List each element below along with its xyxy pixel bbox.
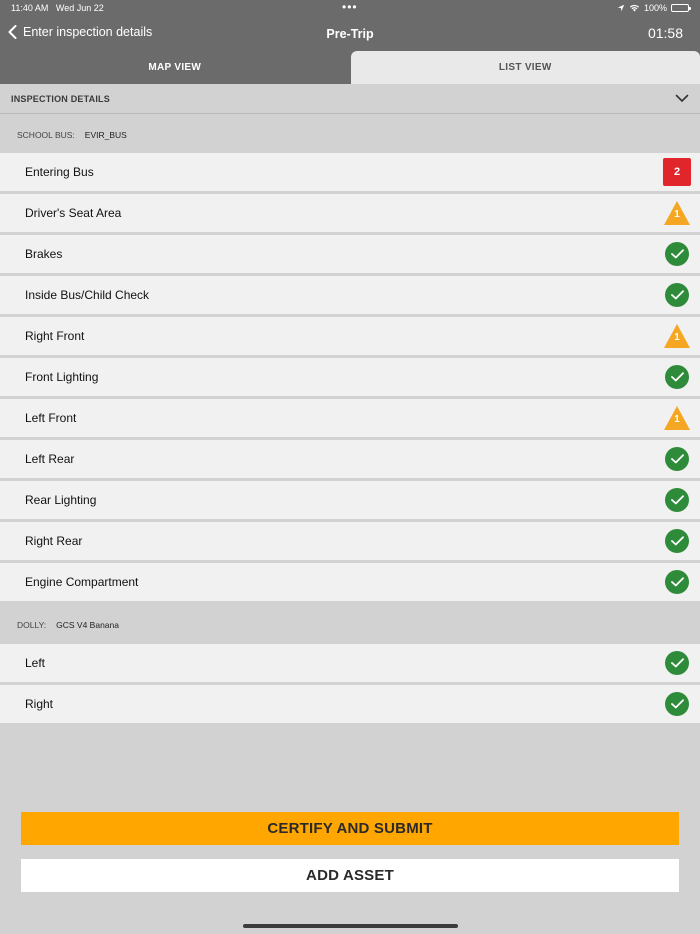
back-button[interactable]: [8, 25, 152, 39]
item-label: Entering Bus: [25, 165, 94, 179]
status-indicator: [663, 568, 691, 596]
check-circle-icon: [665, 447, 689, 471]
section-header-dolly: [0, 605, 700, 645]
item-label: Right Rear: [25, 534, 83, 548]
check-circle-icon: [665, 529, 689, 553]
status-indicator: [663, 445, 691, 473]
status-indicator: [663, 199, 691, 227]
status-right: [617, 3, 689, 13]
status-indicator: [663, 690, 691, 718]
check-circle-icon: [665, 242, 689, 266]
multitask-dots[interactable]: •••: [342, 0, 358, 14]
item-label: Left: [25, 656, 46, 670]
battery-percent: 100%: [643, 3, 667, 13]
check-circle-icon: [665, 365, 689, 389]
item-label: Right Front: [25, 329, 85, 343]
list-item[interactable]: [0, 644, 700, 682]
section-header-school-bus: [0, 115, 700, 155]
status-indicator: [663, 158, 691, 186]
tab-map-view[interactable]: MAP VIEW: [148, 62, 202, 73]
location-icon: [617, 4, 625, 12]
item-label: Brakes: [25, 247, 63, 261]
item-label: Inside Bus/Child Check: [25, 288, 150, 302]
item-label: Driver's Seat Area: [25, 206, 122, 220]
view-tabs: [0, 51, 700, 84]
status-bar: [0, 0, 700, 17]
battery-icon: [671, 4, 689, 12]
item-label: Front Lighting: [25, 370, 99, 384]
item-label: Left Rear: [25, 452, 75, 466]
check-circle-icon: [665, 692, 689, 716]
inspection-details-header[interactable]: [0, 84, 700, 114]
item-label: Rear Lighting: [25, 493, 97, 507]
list-item[interactable]: [0, 194, 700, 232]
inspection-timer: 01:58: [647, 25, 683, 41]
nav-bar: [0, 17, 700, 51]
home-indicator[interactable]: [243, 924, 458, 928]
warning-triangle-icon: 1: [663, 200, 691, 226]
list-item[interactable]: [0, 522, 700, 560]
status-indicator: [663, 281, 691, 309]
list-item[interactable]: [0, 276, 700, 314]
list-item[interactable]: [0, 235, 700, 273]
warning-triangle-icon: 1: [663, 405, 691, 431]
check-circle-icon: [665, 651, 689, 675]
status-indicator: [663, 404, 691, 432]
wifi-icon: [629, 4, 640, 12]
list-item[interactable]: [0, 563, 700, 601]
warning-triangle-icon: 1: [663, 323, 691, 349]
chevron-down-icon: [675, 94, 689, 103]
tab-list-view[interactable]: LIST VIEW: [351, 51, 700, 84]
check-circle-icon: [665, 570, 689, 594]
status-indicator: [663, 240, 691, 268]
status-indicator: [663, 527, 691, 555]
section-value: EVIR_BUS: [84, 130, 127, 140]
add-asset-button[interactable]: ADD ASSET: [21, 859, 679, 892]
status-indicator: [663, 322, 691, 350]
page-title: Pre-Trip: [326, 27, 374, 41]
section-value: GCS V4 Banana: [56, 620, 119, 630]
list-item[interactable]: [0, 317, 700, 355]
section-key: SCHOOL BUS:: [17, 130, 75, 140]
section-key: DOLLY:: [17, 620, 47, 630]
item-label: Engine Compartment: [25, 575, 139, 589]
item-label: Right: [25, 697, 54, 711]
list-item[interactable]: [0, 399, 700, 437]
list-item[interactable]: [0, 481, 700, 519]
list-item[interactable]: [0, 153, 700, 191]
status-indicator: [663, 486, 691, 514]
certify-and-submit-button[interactable]: CERTIFY AND SUBMIT: [21, 812, 679, 845]
back-label: Enter inspection details: [23, 25, 153, 39]
item-label: Left Front: [25, 411, 77, 425]
status-indicator: [663, 649, 691, 677]
check-circle-icon: [665, 283, 689, 307]
defect-count-badge: 2: [663, 158, 691, 186]
list-item[interactable]: [0, 685, 700, 723]
check-circle-icon: [665, 488, 689, 512]
status-time: 11:40 AM Wed Jun 22: [11, 3, 104, 13]
list-item[interactable]: [0, 440, 700, 478]
chevron-left-icon: [8, 25, 17, 39]
list-item[interactable]: [0, 358, 700, 396]
status-indicator: [663, 363, 691, 391]
inspection-details-label: INSPECTION DETAILS: [11, 93, 110, 104]
